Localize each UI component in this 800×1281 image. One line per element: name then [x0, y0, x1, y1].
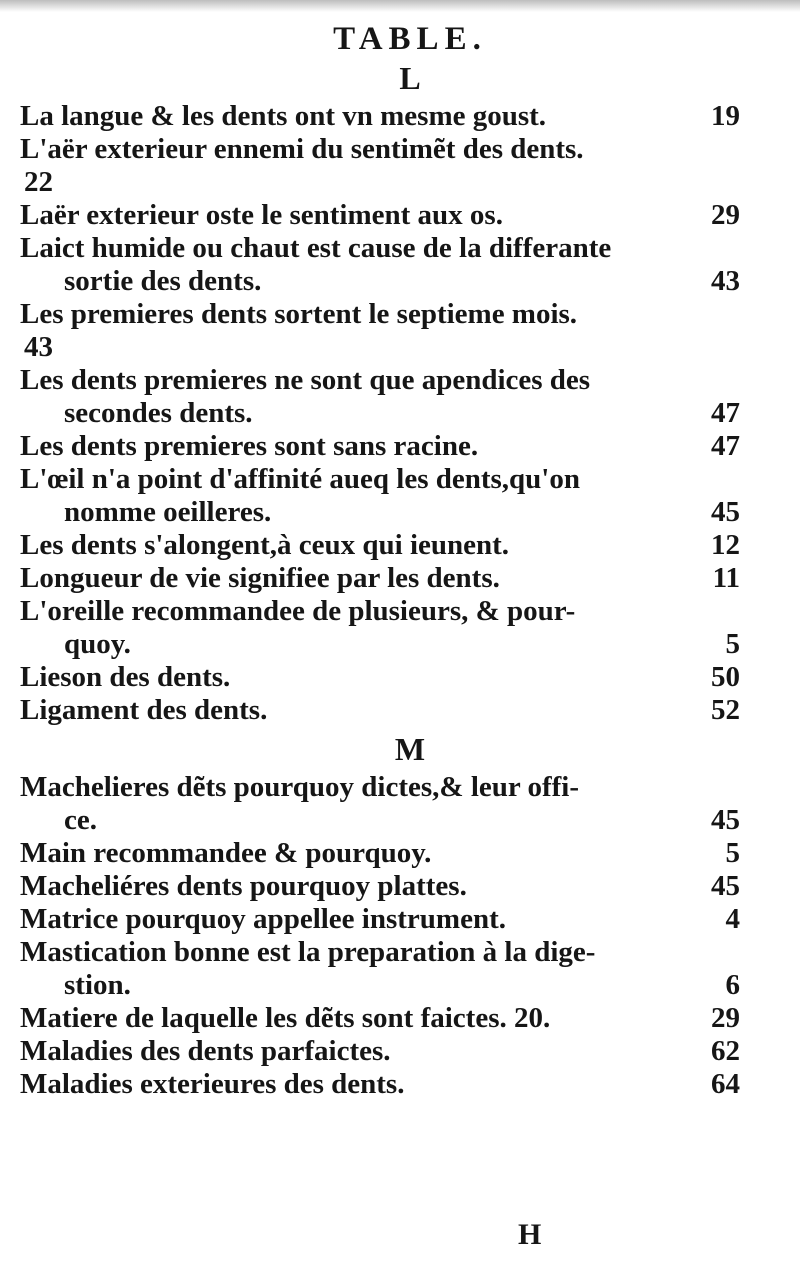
- entry-continuation-text: 43: [24, 331, 53, 363]
- entry-continuation-text: quoy.: [64, 628, 131, 660]
- entry-page-number: 47: [711, 430, 740, 462]
- index-entry: [20, 870, 740, 903]
- index-entry-continuation: [20, 166, 740, 199]
- index-entry: [20, 298, 740, 331]
- index-entry-continuation: [20, 331, 740, 364]
- index-entry-continuation: [20, 969, 740, 1002]
- entry-page-number: 47: [711, 397, 740, 429]
- index-entry: [20, 694, 740, 727]
- entry-continuation-text: secondes dents.: [64, 397, 253, 429]
- index-entry: [20, 1035, 740, 1068]
- entry-continuation-text: nomme oeilleres.: [64, 496, 272, 528]
- index-entry: [20, 771, 740, 804]
- index-list-l: [20, 100, 740, 727]
- entry-continuation-text: 22: [24, 166, 53, 198]
- index-entry: [20, 595, 740, 628]
- entry-text: Les premieres dents sortent le septieme mois.: [20, 298, 578, 330]
- entry-text: Macheliéres dents pourquoy plattes.: [20, 870, 467, 902]
- index-entry-continuation: [20, 628, 740, 661]
- index-entry: [20, 232, 740, 265]
- index-entry: [20, 100, 740, 133]
- catchword: H: [518, 1218, 542, 1251]
- entry-page-number: 4: [725, 903, 740, 935]
- index-entry-continuation: [20, 496, 740, 529]
- entry-page-number: 5: [725, 837, 740, 869]
- section-letter-m: M: [394, 731, 426, 767]
- entry-continuation-text: stion.: [64, 969, 131, 1001]
- index-entry: [20, 837, 740, 870]
- entry-text: La langue & les dents ont vn mesme goust.: [20, 100, 547, 132]
- index-entry: [20, 529, 740, 562]
- index-entry: [20, 133, 740, 166]
- entry-page-number: 43: [711, 265, 740, 297]
- entry-text: Main recommandee & pourquoy.: [20, 837, 432, 869]
- entry-page-number: 5: [725, 628, 740, 660]
- index-entry: [20, 562, 740, 595]
- index-entry: [20, 1068, 740, 1101]
- entry-text: Ligament des dents.: [20, 694, 268, 726]
- entry-continuation-text: ce.: [64, 804, 97, 836]
- page-title: TABLE.: [333, 21, 487, 57]
- index-entry: [20, 430, 740, 463]
- index-entry: [20, 199, 740, 232]
- entry-page-number: 6: [725, 969, 740, 1001]
- entry-text: Maladies exterieures des dents.: [20, 1068, 405, 1100]
- index-entry: [20, 661, 740, 694]
- index-entry: [20, 936, 740, 969]
- entry-text: Maladies des dents parfaictes.: [20, 1035, 391, 1067]
- index-list-m: [20, 771, 740, 1101]
- entry-page-number: 45: [711, 870, 740, 902]
- entry-text: Mastication bonne est la preparation à la dige-: [20, 936, 596, 968]
- entry-continuation-text: sortie des dents.: [64, 265, 262, 297]
- index-entry-continuation: [20, 804, 740, 837]
- index-entry-continuation: [20, 265, 740, 298]
- entry-text: L'oreille recommandee de plusieurs, & pour-: [20, 595, 576, 627]
- entry-page-number: 19: [711, 100, 740, 132]
- entry-page-number: 52: [711, 694, 740, 726]
- entry-text: Matrice pourquoy appellee instrument.: [20, 903, 506, 935]
- entry-page-number: 11: [712, 562, 740, 594]
- entry-page-number: 29: [711, 199, 740, 231]
- index-entry-continuation: [20, 397, 740, 430]
- entry-page-number: 50: [711, 661, 740, 693]
- entry-text: Laict humide ou chaut est cause de la differante: [20, 232, 612, 264]
- entry-text: L'œil n'a point d'affinité aueq les dents,qu'on: [20, 463, 580, 495]
- entry-text: Lieson des dents.: [20, 661, 231, 693]
- entry-page-number: 45: [711, 496, 740, 528]
- section-letter-l: L: [399, 60, 421, 96]
- entry-page-number: 62: [711, 1035, 740, 1067]
- index-entry: [20, 903, 740, 936]
- entry-page-number: 29: [711, 1002, 740, 1034]
- entry-text: Les dents premieres sont sans racine.: [20, 430, 479, 462]
- entry-text: Machelieres dẽts pourquoy dictes,& leur offi-: [20, 771, 580, 803]
- index-entry: [20, 463, 740, 496]
- entry-text: Laër exterieur oste le sentiment aux os.: [20, 199, 503, 231]
- entry-page-number: 64: [711, 1068, 740, 1100]
- entry-page-number: 45: [711, 804, 740, 836]
- entry-text: L'aër exterieur ennemi du sentimẽt des dents.: [20, 133, 584, 165]
- entry-text: Matiere de laquelle les dẽts sont faictes. 20.: [20, 1002, 551, 1034]
- entry-text: Longueur de vie signifiee par les dents.: [20, 562, 500, 594]
- entry-text: Les dents s'alongent,à ceux qui ieunent.: [20, 529, 510, 561]
- index-entry: [20, 364, 740, 397]
- entry-text: Les dents premieres ne sont que apendices des: [20, 364, 591, 396]
- entry-page-number: 12: [711, 529, 740, 561]
- index-entry: [20, 1002, 740, 1035]
